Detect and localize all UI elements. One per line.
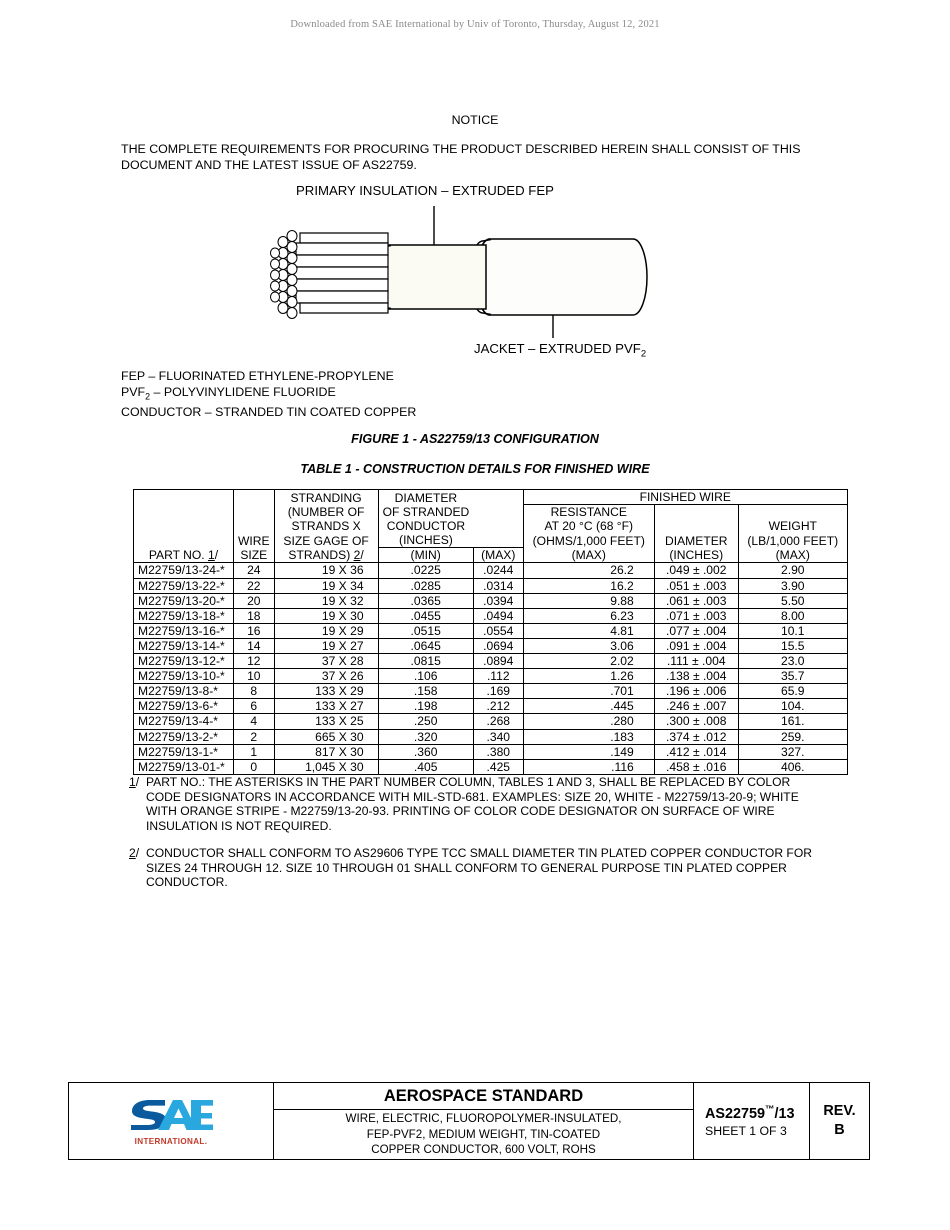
cell-wt: 406. bbox=[738, 759, 847, 774]
cell-part: M22759/13-18-* bbox=[134, 608, 234, 623]
header-blank-size-2 bbox=[234, 505, 275, 520]
header-weight-l2: (LB/1,000 FEET) bbox=[738, 533, 847, 548]
sae-logo-cell bbox=[69, 1083, 274, 1159]
header-weight-l3: (MAX) bbox=[738, 548, 847, 563]
cell-part: M22759/13-10-* bbox=[134, 669, 234, 684]
cell-dmax: .268 bbox=[473, 714, 523, 729]
header-diameter-l3-cont bbox=[473, 519, 523, 533]
table-caption: TABLE 1 - CONSTRUCTION DETAILS FOR FINISHED WIRE bbox=[300, 462, 650, 476]
cell-wt: 23.0 bbox=[738, 654, 847, 669]
cell-stranding: 665 X 30 bbox=[274, 729, 378, 744]
header-stranding-text: STRANDS) bbox=[288, 548, 351, 563]
table-header-row bbox=[134, 533, 848, 548]
cell-dmin: .320 bbox=[378, 729, 473, 744]
cell-part: M22759/13-12-* bbox=[134, 654, 234, 669]
header-diameter-l1: DIAMETER bbox=[378, 490, 473, 505]
cell-res: .183 bbox=[523, 729, 654, 744]
cell-stranding: 19 X 34 bbox=[274, 578, 378, 593]
cell-dmax: .380 bbox=[473, 744, 523, 759]
cell-part: M22759/13-4-* bbox=[134, 714, 234, 729]
cell-stranding: 37 X 26 bbox=[274, 669, 378, 684]
header-resistance-l1: RESISTANCE bbox=[523, 505, 654, 520]
cell-res: 6.23 bbox=[523, 608, 654, 623]
header-blank-part bbox=[134, 490, 234, 505]
header-resistance-l2: AT 20 °C (68 °F) bbox=[523, 519, 654, 533]
cell-size: 6 bbox=[234, 699, 275, 714]
cell-res: 1.26 bbox=[523, 669, 654, 684]
cell-size: 20 bbox=[234, 593, 275, 608]
table-row bbox=[134, 638, 848, 653]
cell-dia: .412 ± .014 bbox=[654, 744, 738, 759]
cell-dmin: .158 bbox=[378, 684, 473, 699]
aerospace-standard-title: AEROSPACE STANDARD bbox=[274, 1083, 693, 1110]
cell-dia: .049 ± .002 bbox=[654, 563, 738, 578]
cell-dmax: .0494 bbox=[473, 608, 523, 623]
cell-dmin: .106 bbox=[378, 669, 473, 684]
cell-dmin: .0455 bbox=[378, 608, 473, 623]
footnote-1-marker bbox=[129, 775, 139, 790]
header-blank-size bbox=[234, 490, 275, 505]
cell-dia: .051 ± .003 bbox=[654, 578, 738, 593]
revision-value: B bbox=[834, 1122, 845, 1138]
cell-dmax: .340 bbox=[473, 729, 523, 744]
cell-part: M22759/13-2-* bbox=[134, 729, 234, 744]
header-blank-part-3 bbox=[134, 519, 234, 533]
table-row bbox=[134, 593, 848, 608]
cell-res: 16.2 bbox=[523, 578, 654, 593]
cell-stranding: 817 X 30 bbox=[274, 744, 378, 759]
cell-part: M22759/13-20-* bbox=[134, 593, 234, 608]
figure-caption: FIGURE 1 - AS22759/13 CONFIGURATION bbox=[351, 432, 599, 446]
cell-dmin: .0365 bbox=[378, 593, 473, 608]
revision-cell bbox=[810, 1083, 869, 1159]
download-notice: Downloaded from SAE International by Univ of Toronto, Thursday, August 12, 2021 bbox=[290, 19, 660, 30]
standard-title-cell bbox=[274, 1083, 694, 1159]
cell-dia: .246 ± .007 bbox=[654, 699, 738, 714]
header-stranding-l5 bbox=[274, 548, 378, 563]
cell-size: 0 bbox=[234, 759, 275, 774]
primary-insulation-body bbox=[373, 245, 486, 309]
cell-dmin: .0815 bbox=[378, 654, 473, 669]
header-fw-diam-l1: DIAMETER bbox=[654, 533, 738, 548]
cell-dia: .374 ± .012 bbox=[654, 729, 738, 744]
cell-wt: 5.50 bbox=[738, 593, 847, 608]
cell-wt: 35.7 bbox=[738, 669, 847, 684]
sheet-number: SHEET 1 OF 3 bbox=[705, 1124, 787, 1139]
cell-stranding: 37 X 28 bbox=[274, 654, 378, 669]
cell-res: .116 bbox=[523, 759, 654, 774]
cell-wt: 327. bbox=[738, 744, 847, 759]
legend-pvf2-pre: PVF bbox=[121, 384, 146, 399]
wire-cutaway-diagram bbox=[0, 183, 950, 363]
description-line-1: WIRE, ELECTRIC, FLUOROPOLYMER-INSULATED, bbox=[345, 1112, 622, 1126]
table-row bbox=[134, 699, 848, 714]
cell-wt: 8.00 bbox=[738, 608, 847, 623]
header-blank-size-3 bbox=[234, 519, 275, 533]
cell-size: 16 bbox=[234, 623, 275, 638]
conductor-cut-face bbox=[271, 231, 298, 319]
cell-wt: 10.1 bbox=[738, 623, 847, 638]
table-row bbox=[134, 669, 848, 684]
footnote-1-text: PART NO.: THE ASTERISKS IN THE PART NUMBER COLUMN, TABLES 1 AND 3, SHALL BE REPLACED BY COLOR CODE DESIGNATORS IN ACCORDANCE WITH MIL-STD-681. EXAMPLES: SIZE 20, WHITE - M22759/13-20-9; WHITE WITH ORANGE STRIPE - M22759/13-20-93. PRINTING OF COLOR CODE DESIGNATOR ON SURFACE OF WIRE INSULATION IS NOT REQUIRED. bbox=[146, 775, 799, 833]
cell-part: M22759/13-22-* bbox=[134, 578, 234, 593]
header-stranding-l2: (NUMBER OF bbox=[274, 505, 378, 520]
cell-part: M22759/13-6-* bbox=[134, 699, 234, 714]
cell-stranding: 19 X 30 bbox=[274, 608, 378, 623]
cell-part: M22759/13-8-* bbox=[134, 684, 234, 699]
table-row bbox=[134, 623, 848, 638]
table-row bbox=[134, 654, 848, 669]
cell-dmax: .0554 bbox=[473, 623, 523, 638]
table-header-row bbox=[134, 490, 848, 505]
cell-size: 8 bbox=[234, 684, 275, 699]
table-row bbox=[134, 759, 848, 774]
cell-stranding: 19 X 32 bbox=[274, 593, 378, 608]
cell-wt: 15.5 bbox=[738, 638, 847, 653]
cell-dia: .061 ± .003 bbox=[654, 593, 738, 608]
cell-size: 12 bbox=[234, 654, 275, 669]
table-row bbox=[134, 608, 848, 623]
cell-wt: 3.90 bbox=[738, 578, 847, 593]
cell-dmax: .425 bbox=[473, 759, 523, 774]
sae-international-label: INTERNATIONAL bbox=[134, 1136, 205, 1146]
footnote-2-number: 2 bbox=[129, 846, 136, 860]
cell-dmin: .405 bbox=[378, 759, 473, 774]
document-title-block bbox=[68, 1082, 870, 1160]
table-row bbox=[134, 578, 848, 593]
description-line-2: FEP-PVF2, MEDIUM WEIGHT, TIN-COATED bbox=[366, 1127, 601, 1141]
footnote-1-slash: / bbox=[135, 775, 140, 789]
sae-international-text: INTERNATIONAL. bbox=[134, 1136, 208, 1146]
cell-dia: .458 ± .016 bbox=[654, 759, 738, 774]
cell-stranding: 19 X 29 bbox=[274, 623, 378, 638]
cell-dmin: .360 bbox=[378, 744, 473, 759]
cell-stranding: 133 X 29 bbox=[274, 684, 378, 699]
cell-dmax: .112 bbox=[473, 669, 523, 684]
notice-title: NOTICE bbox=[451, 113, 499, 127]
cell-size: 18 bbox=[234, 608, 275, 623]
cell-wt: 161. bbox=[738, 714, 847, 729]
cell-res: .701 bbox=[523, 684, 654, 699]
cell-size: 2 bbox=[234, 729, 275, 744]
header-diameter-min: (MIN) bbox=[378, 548, 473, 563]
cell-size: 14 bbox=[234, 638, 275, 653]
cell-dia: .071 ± .003 bbox=[654, 608, 738, 623]
document-number bbox=[705, 1104, 795, 1122]
notice-body: THE COMPLETE REQUIREMENTS FOR PROCURING THE PRODUCT DESCRIBED HEREIN SHALL CONSIST OF THIS DOCUMENT AND THE LATEST ISSUE OF AS22759. bbox=[121, 142, 801, 172]
sae-logo-icon bbox=[128, 1097, 214, 1131]
table-header-row bbox=[134, 505, 848, 520]
header-stranding-slash: / bbox=[360, 548, 364, 563]
header-part-no bbox=[134, 548, 234, 563]
table-row bbox=[134, 744, 848, 759]
cell-stranding: 1,045 X 30 bbox=[274, 759, 378, 774]
cell-wt: 104. bbox=[738, 699, 847, 714]
cell-dmin: .250 bbox=[378, 714, 473, 729]
jacket-body bbox=[470, 239, 647, 315]
header-weight-blank bbox=[738, 505, 847, 520]
header-stranding-footnote-mark: 2 bbox=[353, 548, 361, 563]
header-part-no-slash: / bbox=[214, 548, 219, 563]
description-line-3: COPPER CONDUCTOR, 600 VOLT, ROHS bbox=[371, 1143, 596, 1157]
header-finished-wire: FINISHED WIRE bbox=[523, 490, 847, 505]
jacket-label-subscript: 2 bbox=[640, 348, 647, 360]
legend-pvf2-sub: 2 bbox=[145, 391, 151, 402]
header-blank-part-4 bbox=[134, 533, 234, 548]
cell-dmin: .198 bbox=[378, 699, 473, 714]
cell-dmin: .0515 bbox=[378, 623, 473, 638]
cell-size: 22 bbox=[234, 578, 275, 593]
footnote-1 bbox=[129, 775, 822, 833]
table-row bbox=[134, 684, 848, 699]
header-diameter-l4: (INCHES) bbox=[378, 533, 473, 548]
header-resistance-max: (MAX) bbox=[523, 548, 654, 563]
legend-pvf2 bbox=[121, 385, 416, 405]
construction-details-table bbox=[133, 489, 848, 775]
header-wire: WIRE bbox=[234, 533, 275, 548]
cell-res: 2.02 bbox=[523, 654, 654, 669]
revision-label: REV. bbox=[823, 1103, 856, 1119]
table-row bbox=[134, 563, 848, 578]
standard-description bbox=[274, 1110, 693, 1159]
header-part-no-footnote-mark: 1 bbox=[208, 548, 215, 563]
header-diameter-l2: OF STRANDED bbox=[378, 505, 473, 520]
header-resistance-l3: (OHMS/1,000 FEET) bbox=[523, 533, 654, 548]
footnote-2-slash: / bbox=[135, 846, 140, 860]
cell-wt: 259. bbox=[738, 729, 847, 744]
legend-conductor: CONDUCTOR – STRANDED TIN COATED COPPER bbox=[121, 404, 417, 419]
document-number-pre: AS22759 bbox=[705, 1105, 766, 1122]
cell-stranding: 19 X 27 bbox=[274, 638, 378, 653]
trademark-icon: ™ bbox=[765, 1103, 775, 1115]
cell-dia: .077 ± .004 bbox=[654, 623, 738, 638]
cell-dia: .138 ± .004 bbox=[654, 669, 738, 684]
figure-1 bbox=[0, 183, 950, 363]
header-fw-diam-blank bbox=[654, 505, 738, 520]
table-row bbox=[134, 714, 848, 729]
cell-res: .445 bbox=[523, 699, 654, 714]
footnote-2-text: CONDUCTOR SHALL CONFORM TO AS29606 TYPE TCC SMALL DIAMETER TIN PLATED COPPER CONDUCTOR FOR SIZES 24 THROUGH 12. SIZE 10 THROUGH 01 SHALL CONFORM TO GENERAL PURPOSE TIN PLATED COPPER CONDUCTOR. bbox=[146, 846, 812, 890]
sae-logo bbox=[128, 1097, 214, 1146]
document-number-post: /13 bbox=[774, 1105, 795, 1122]
header-weight-l1: WEIGHT bbox=[738, 519, 847, 533]
table-row bbox=[134, 729, 848, 744]
cell-wt: 2.90 bbox=[738, 563, 847, 578]
cell-part: M22759/13-01-* bbox=[134, 759, 234, 774]
header-diameter-l3: CONDUCTOR bbox=[378, 519, 473, 533]
cell-size: 4 bbox=[234, 714, 275, 729]
footnote-2-marker bbox=[129, 846, 139, 861]
cell-dmax: .169 bbox=[473, 684, 523, 699]
cell-res: 26.2 bbox=[523, 563, 654, 578]
header-diameter-l4-cont bbox=[473, 533, 523, 548]
cell-stranding: 133 X 25 bbox=[274, 714, 378, 729]
cell-res: 4.81 bbox=[523, 623, 654, 638]
cell-part: M22759/13-16-* bbox=[134, 623, 234, 638]
cell-dmin: .0645 bbox=[378, 638, 473, 653]
cell-dmin: .0225 bbox=[378, 563, 473, 578]
header-stranding-l4: SIZE GAGE OF bbox=[274, 533, 378, 548]
cell-res: 3.06 bbox=[523, 638, 654, 653]
footnote-1-number: 1 bbox=[129, 775, 136, 789]
table-body bbox=[134, 563, 848, 774]
jacket-label-text: JACKET – EXTRUDED PVF bbox=[474, 341, 641, 356]
cell-part: M22759/13-1-* bbox=[134, 744, 234, 759]
cell-dia: .300 ± .008 bbox=[654, 714, 738, 729]
cell-size: 10 bbox=[234, 669, 275, 684]
header-fw-diam-l2: (INCHES) bbox=[654, 548, 738, 563]
cell-dia: .196 ± .006 bbox=[654, 684, 738, 699]
header-diameter-l2-cont bbox=[473, 505, 523, 520]
cell-res: .149 bbox=[523, 744, 654, 759]
primary-insulation-label: PRIMARY INSULATION – EXTRUDED FEP bbox=[296, 183, 554, 198]
cell-dmax: .0894 bbox=[473, 654, 523, 669]
footnote-2 bbox=[129, 846, 822, 890]
header-stranding-l1: STRANDING bbox=[274, 490, 378, 505]
header-diameter-l1-cont bbox=[473, 490, 523, 505]
legend-pvf2-post: – POLYVINYLIDENE FLUORIDE bbox=[150, 384, 336, 399]
cell-dmax: .0694 bbox=[473, 638, 523, 653]
cell-dmax: .0394 bbox=[473, 593, 523, 608]
header-fw-diam-blank-2 bbox=[654, 519, 738, 533]
cell-res: 9.88 bbox=[523, 593, 654, 608]
material-legend bbox=[121, 369, 416, 420]
cell-dmax: .0244 bbox=[473, 563, 523, 578]
header-blank-part-2 bbox=[134, 505, 234, 520]
cell-dmax: .212 bbox=[473, 699, 523, 714]
table-header-row bbox=[134, 519, 848, 533]
cell-part: M22759/13-24-* bbox=[134, 563, 234, 578]
table-header-row bbox=[134, 548, 848, 563]
cell-dia: .111 ± .004 bbox=[654, 654, 738, 669]
document-number-cell bbox=[694, 1083, 810, 1159]
cell-dmin: .0285 bbox=[378, 578, 473, 593]
cell-res: .280 bbox=[523, 714, 654, 729]
cell-wt: 65.9 bbox=[738, 684, 847, 699]
cell-dmax: .0314 bbox=[473, 578, 523, 593]
stranded-conductor bbox=[292, 233, 388, 313]
cell-stranding: 133 X 27 bbox=[274, 699, 378, 714]
legend-fep: FEP – FLUORINATED ETHYLENE-PROPYLENE bbox=[121, 369, 394, 383]
header-part-no-text: PART NO. bbox=[148, 548, 205, 563]
header-diameter-max: (MAX) bbox=[473, 548, 523, 563]
cell-dia: .091 ± .004 bbox=[654, 638, 738, 653]
cell-size: 1 bbox=[234, 744, 275, 759]
cell-part: M22759/13-14-* bbox=[134, 638, 234, 653]
header-size: SIZE bbox=[234, 548, 275, 563]
cell-stranding: 19 X 36 bbox=[274, 563, 378, 578]
header-stranding-l3: STRANDS X bbox=[274, 519, 378, 533]
cell-size: 24 bbox=[234, 563, 275, 578]
